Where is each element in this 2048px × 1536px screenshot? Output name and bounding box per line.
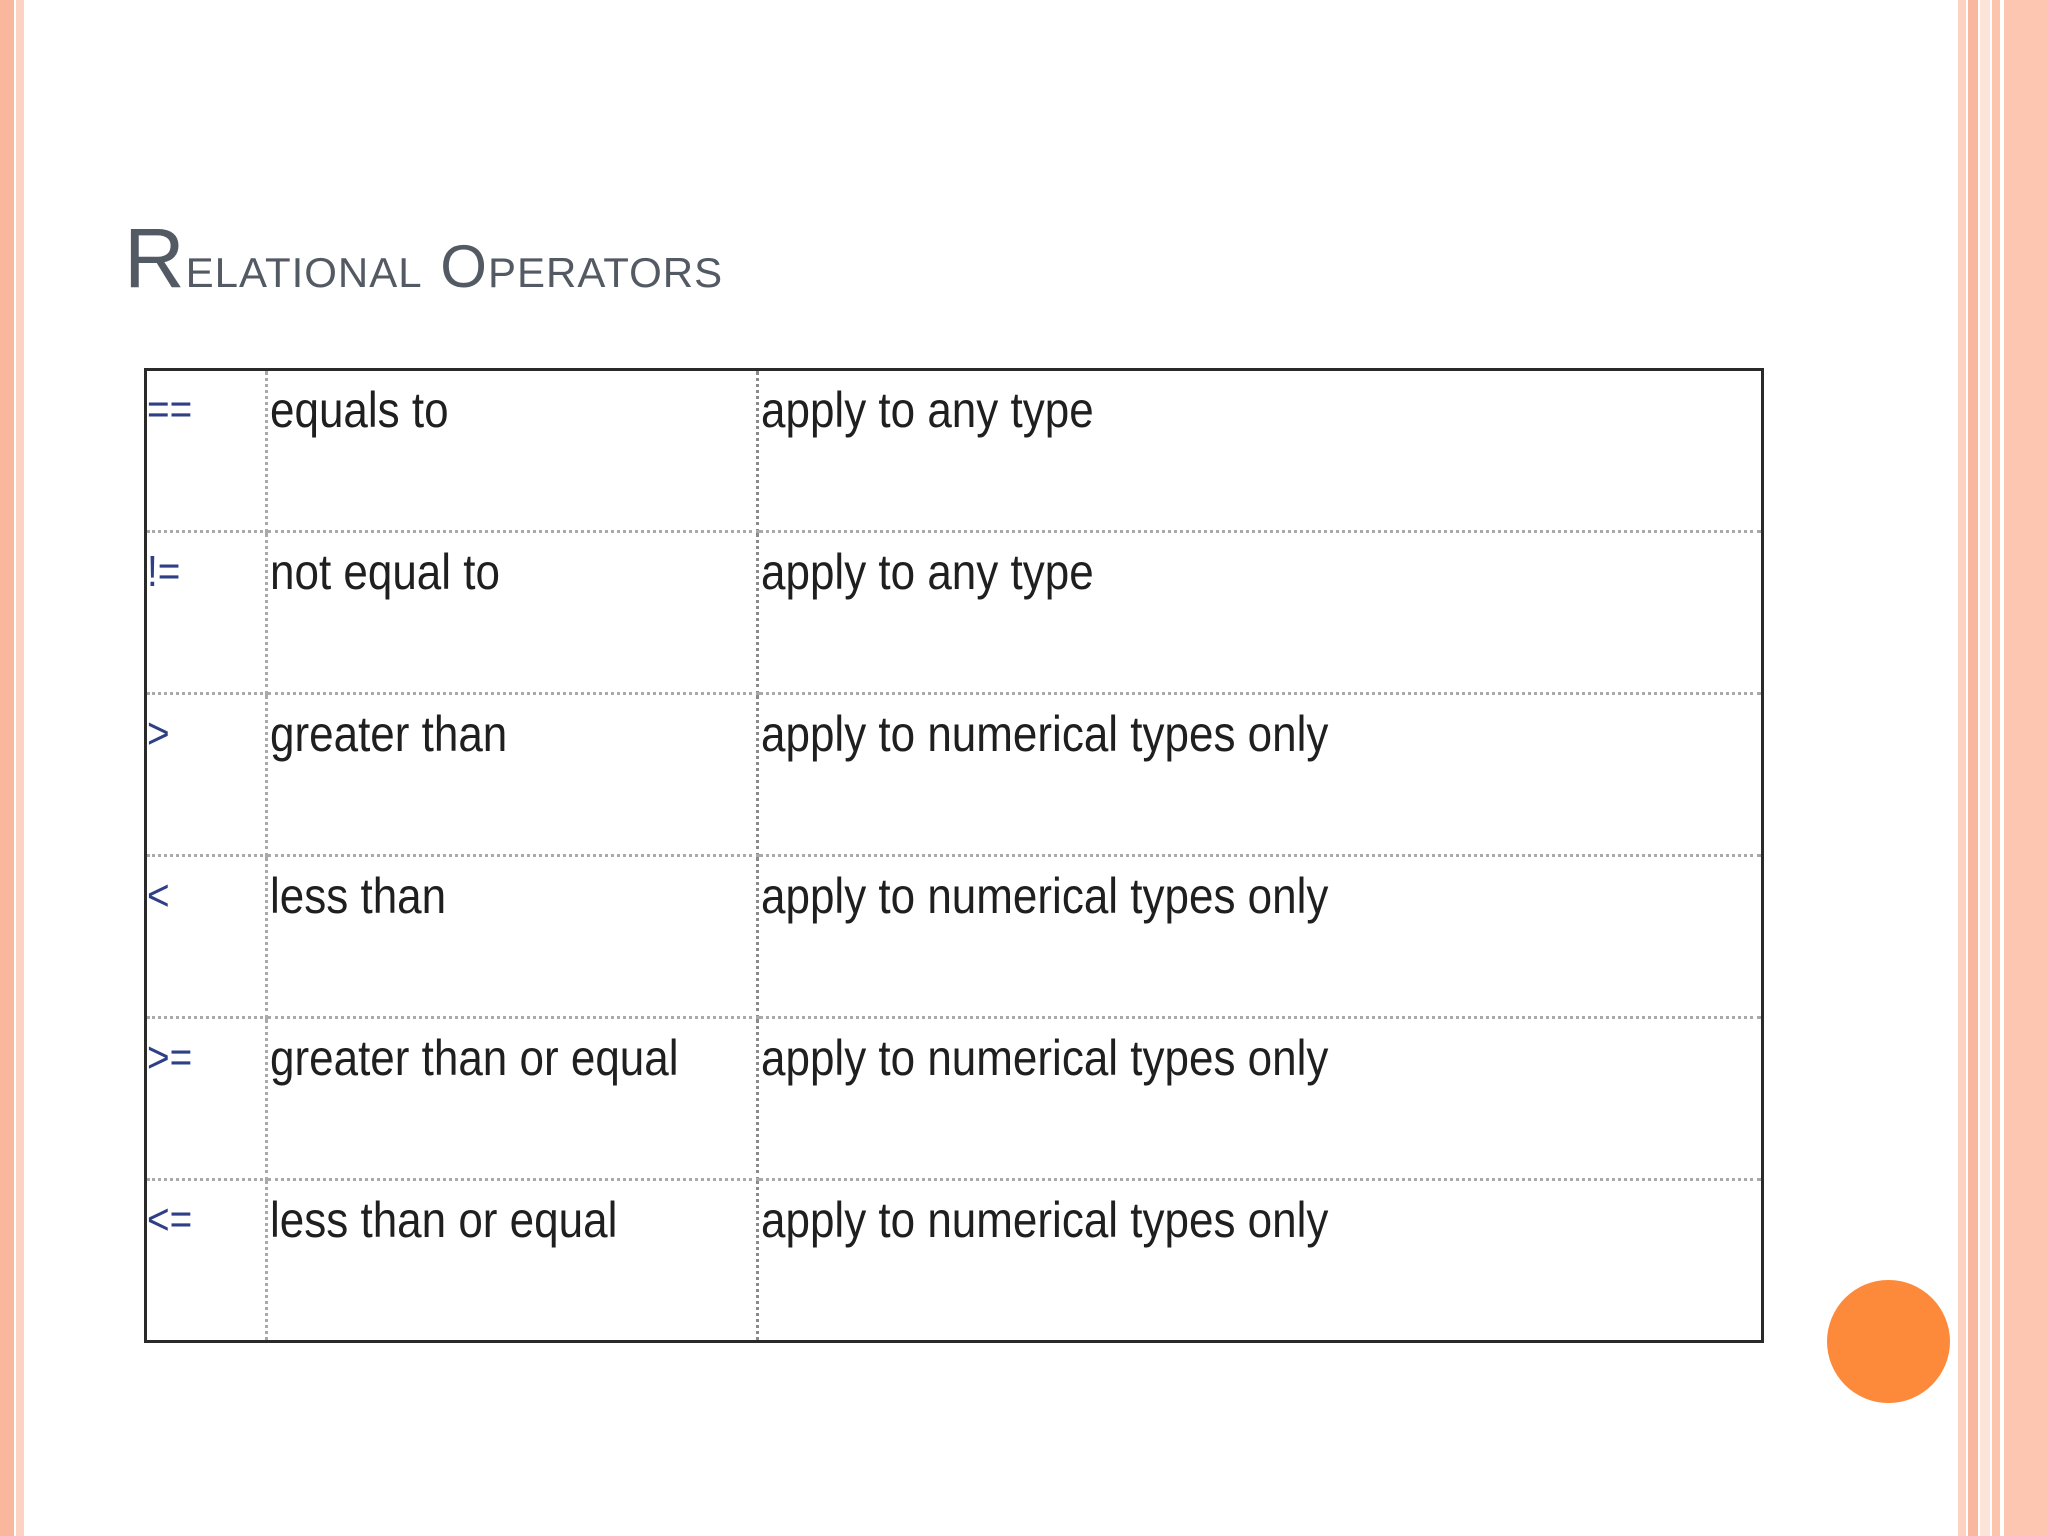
slide-title: Relational Operators — [124, 211, 724, 305]
operator-applies: apply to numerical types only — [761, 1030, 1329, 1086]
table-row — [146, 1018, 1763, 1180]
right-border-stripe — [2004, 0, 2048, 1536]
operator-symbol: <= — [147, 1195, 193, 1244]
meaning-cell — [267, 1018, 758, 1180]
operator-symbol: >= — [147, 1033, 193, 1082]
operator-cell — [146, 856, 267, 1018]
operator-applies: apply to numerical types only — [761, 868, 1329, 924]
operator-applies: apply to any type — [761, 382, 1094, 438]
operator-cell — [146, 370, 267, 532]
table-row — [146, 370, 1763, 532]
operator-symbol: > — [147, 709, 170, 758]
operator-meaning: greater than — [270, 706, 508, 762]
operator-applies: apply to numerical types only — [761, 706, 1329, 762]
operator-meaning: less than — [270, 868, 447, 924]
left-border-stripe-inner — [16, 0, 24, 1536]
table-row — [146, 532, 1763, 694]
meaning-cell — [267, 856, 758, 1018]
operator-cell — [146, 532, 267, 694]
operator-applies: apply to any type — [761, 544, 1094, 600]
operator-applies: apply to numerical types only — [761, 1192, 1329, 1248]
operator-meaning: greater than or equal — [270, 1030, 679, 1086]
left-border-stripe — [0, 0, 14, 1536]
operator-meaning: not equal to — [270, 544, 500, 600]
meaning-cell — [267, 694, 758, 856]
orange-circle-decoration — [1827, 1280, 1950, 1403]
operator-symbol: < — [147, 871, 170, 920]
operators-table — [144, 368, 1764, 1343]
right-border-stripe — [1958, 0, 1966, 1536]
meaning-cell — [267, 532, 758, 694]
right-border-stripe — [1980, 0, 1990, 1536]
operator-cell — [146, 694, 267, 856]
table-row — [146, 856, 1763, 1018]
applies-cell — [758, 856, 1763, 1018]
operator-symbol: == — [147, 385, 193, 434]
meaning-cell — [267, 1180, 758, 1342]
applies-cell — [758, 1180, 1763, 1342]
operator-cell — [146, 1180, 267, 1342]
applies-cell — [758, 532, 1763, 694]
operator-symbol: != — [147, 547, 181, 596]
operator-cell — [146, 1018, 267, 1180]
applies-cell — [758, 370, 1763, 532]
operator-meaning: equals to — [270, 382, 449, 438]
right-border-stripe — [1968, 0, 1978, 1536]
applies-cell — [758, 694, 1763, 856]
table-row — [146, 1180, 1763, 1342]
right-border-stripe — [1992, 0, 2000, 1536]
meaning-cell — [267, 370, 758, 532]
applies-cell — [758, 1018, 1763, 1180]
operator-meaning: less than or equal — [270, 1192, 618, 1248]
table-row — [146, 694, 1763, 856]
